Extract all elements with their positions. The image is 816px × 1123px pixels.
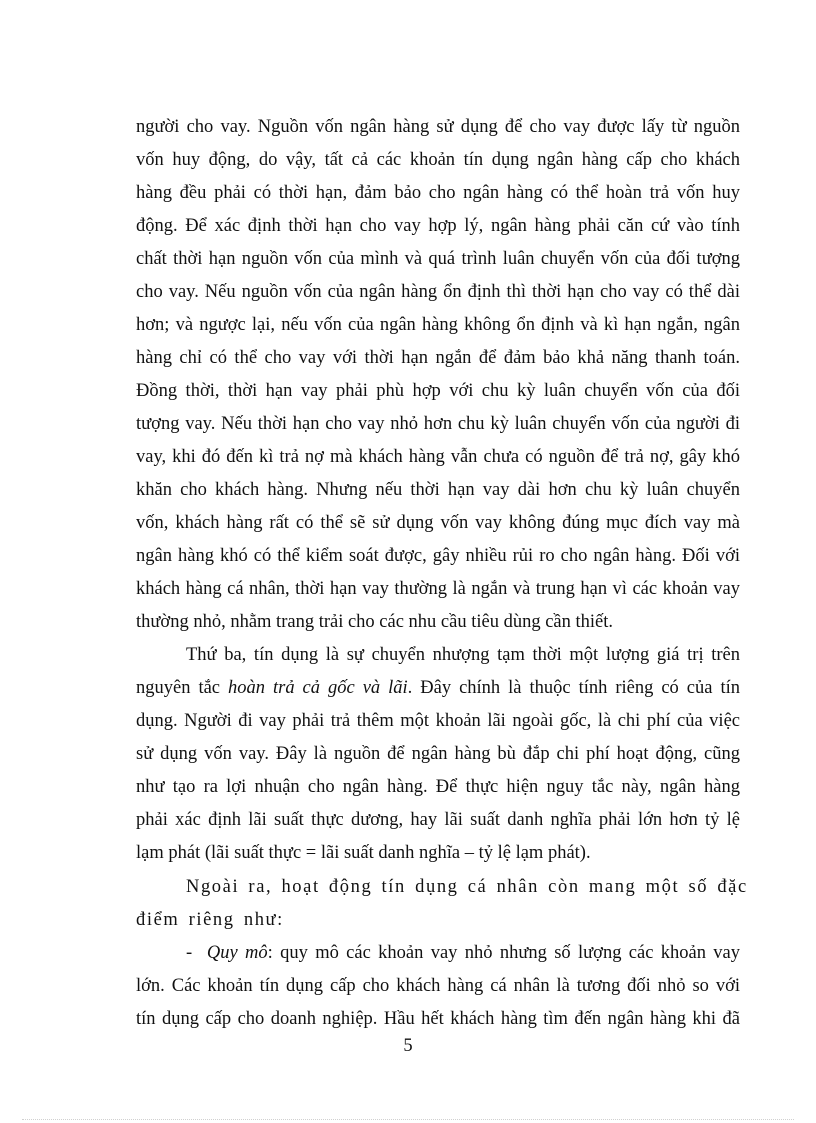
italic-term: hoàn trả cả gốc và lãi: [228, 678, 408, 698]
text-line: phải xác định lãi suất thực dương, hay lãi suất danh nghĩa phải lớn hơn tỷ lệ: [136, 810, 740, 830]
text-line: khách hàng cá nhân, thời hạn vay thường là ngắn và trung hạn vì các khoản vay: [136, 579, 740, 599]
text-line: vay, khi đó đến kì trả nợ mà khách hàng vẫn chưa có nguồn để trả nợ, gây khó: [136, 447, 740, 467]
text-span: . Đây chính là thuộc tính riêng có của tín: [407, 678, 740, 698]
text-line: [136, 673, 740, 703]
text-line: lạm phát (lãi suất thực = lãi suất danh nghĩa – tỷ lệ lạm phát).: [136, 843, 591, 863]
text-line: động. Để xác định thời hạn cho vay hợp lý, ngân hàng phải căn cứ vào tính: [136, 216, 740, 236]
bullet-dash: -: [186, 943, 193, 963]
text-line: vốn, khách hàng rất có thể sẽ sử dụng vốn vay không đúng mục đích vay mà: [136, 513, 740, 533]
text-line: hơn; và ngược lại, nếu vốn của ngân hàng không ổn định và kì hạn ngắn, ngân: [136, 315, 740, 335]
text-line: ngân hàng khó có thể kiểm soát được, gây nhiều rủi ro cho ngân hàng. Đối với: [136, 546, 740, 566]
text-line: như tạo ra lợi nhuận cho ngân hàng. Để thực hiện nguy tắc này, ngân hàng: [136, 777, 740, 797]
page-bottom-divider: [22, 1119, 794, 1120]
page-number: 5: [403, 1036, 413, 1056]
italic-term: Quy mô: [206, 943, 268, 963]
text-line: điểm riêng như:: [136, 910, 284, 930]
text-line: tượng vay. Nếu thời hạn cho vay nhỏ hơn chu kỳ luân chuyển vốn của người đi: [136, 414, 740, 434]
text-line: chất thời hạn nguồn vốn của mình và quá trình luân chuyển vốn của đối tượng: [136, 249, 740, 269]
text-line: tín dụng cấp cho doanh nghiệp. Hầu hết khách hàng tìm đến ngân hàng khi đã: [136, 1009, 740, 1029]
text-line: khăn cho khách hàng. Nhưng nếu thời hạn vay dài hơn chu kỳ luân chuyển: [136, 480, 740, 500]
text-line: lớn. Các khoản tín dụng cấp cho khách hàng cá nhân là tương đối nhỏ so với: [136, 976, 740, 996]
text-line: Ngoài ra, hoạt động tín dụng cá nhân còn mang một số đặc: [186, 877, 748, 897]
text-line: người cho vay. Nguồn vốn ngân hàng sử dụng để cho vay được lấy từ nguồn: [136, 117, 740, 137]
text-line: hàng chỉ có thể cho vay với thời hạn ngắn để đảm bảo khả năng thanh toán.: [136, 348, 740, 368]
text-line: hàng đều phải có thời hạn, đảm bảo cho ngân hàng có thể hoàn trả vốn huy: [136, 183, 740, 203]
text-line: vốn huy động, do vậy, tất cả các khoản tín dụng ngân hàng cấp cho khách: [136, 150, 740, 170]
text-span: nguyên tắc: [136, 678, 228, 698]
text-line: thường nhỏ, nhằm trang trải cho các nhu cầu tiêu dùng cần thiết.: [136, 612, 614, 632]
text-span: : quy mô các khoản vay nhỏ nhưng số lượng các khoản vay: [267, 943, 741, 963]
text-line: cho vay. Nếu nguồn vốn của ngân hàng ổn định thì thời hạn cho vay có thể dài: [136, 282, 740, 302]
text-line: [186, 938, 740, 968]
text-line: Đồng thời, thời hạn vay phải phù hợp với chu kỳ luân chuyển vốn của đối: [136, 381, 740, 401]
text-line: Thứ ba, tín dụng là sự chuyển nhượng tạm thời một lượng giá trị trên: [186, 645, 740, 665]
text-line: sử dụng vốn vay. Đây là nguồn để ngân hàng bù đắp chi phí hoạt động, cũng: [136, 744, 740, 764]
text-line: dụng. Người đi vay phải trả thêm một khoản lãi ngoài gốc, là chi phí của việc: [136, 711, 740, 731]
